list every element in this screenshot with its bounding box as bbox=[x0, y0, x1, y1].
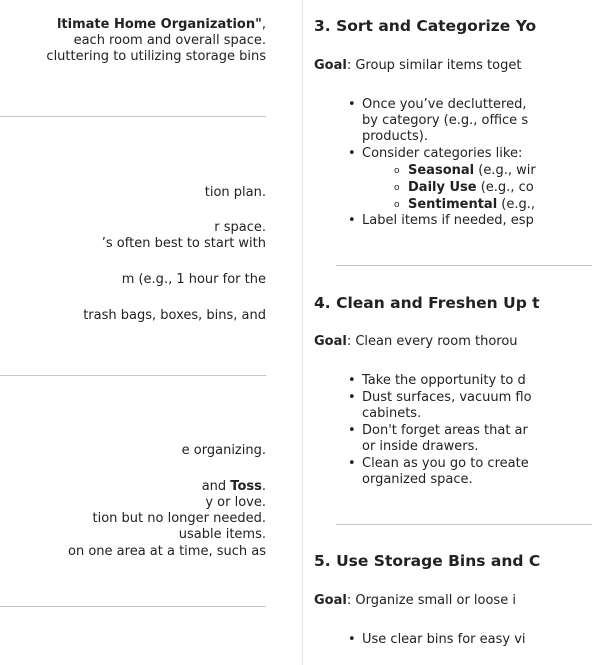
plan-line-4: m (e.g., 1 hour for the bbox=[121, 272, 266, 287]
declutter-line-6: on one area at a time, such as bbox=[68, 544, 266, 559]
section-divider bbox=[336, 524, 592, 525]
list-item: • Dust surfaces, vacuum flo bbox=[348, 390, 532, 405]
plan-line-2: r space. bbox=[214, 220, 266, 235]
right-column bbox=[292, 0, 592, 665]
declutter-line-5: usable items. bbox=[178, 527, 266, 542]
sub-list-item: o Daily Use (e.g., co bbox=[394, 180, 534, 195]
section-divider bbox=[336, 265, 592, 266]
list-item: • Clean as you go to create bbox=[348, 456, 529, 471]
list-item-cont: cabinets. bbox=[362, 406, 422, 421]
section-divider bbox=[0, 375, 266, 376]
section-3-goal: Goal: Group similar items toget bbox=[314, 58, 522, 73]
section-4-heading: 4. Clean and Freshen Up t bbox=[314, 294, 540, 312]
list-item-cont: organized space. bbox=[362, 472, 473, 487]
list-item: • Take the opportunity to d bbox=[348, 373, 526, 388]
section-4-goal: Goal: Clean every room thorou bbox=[314, 334, 518, 349]
list-item: • Don't forget areas that ar bbox=[348, 423, 528, 438]
intro-line-3: cluttering to utilizing storage bins bbox=[46, 49, 266, 64]
left-column bbox=[0, 0, 282, 665]
sub-list-item: o Sentimental (e.g., bbox=[394, 197, 536, 212]
list-item-cont: products). bbox=[362, 129, 428, 144]
intro-line-2: each room and overall space. bbox=[73, 33, 266, 48]
declutter-line-4: tion but no longer needed. bbox=[92, 511, 266, 526]
section-divider bbox=[0, 116, 266, 117]
plan-line-1: tion plan. bbox=[204, 185, 266, 200]
intro-line-1: ltimate Home Organization", bbox=[56, 17, 266, 32]
section-divider bbox=[0, 606, 266, 607]
list-item: • Label items if needed, esp bbox=[348, 213, 534, 228]
declutter-line-2: and Toss. bbox=[201, 479, 266, 494]
list-item-cont: by category (e.g., office s bbox=[362, 113, 529, 128]
plan-line-3: ’s often best to start with bbox=[101, 236, 266, 251]
list-item: • Once you’ve decluttered, bbox=[348, 97, 527, 112]
list-item-cont: or inside drawers. bbox=[362, 439, 479, 454]
section-5-heading: 5. Use Storage Bins and C bbox=[314, 552, 541, 570]
list-item: • Consider categories like: bbox=[348, 146, 523, 161]
sub-list-item: o Seasonal (e.g., wir bbox=[394, 163, 536, 178]
section-5-goal: Goal: Organize small or loose i bbox=[314, 593, 516, 608]
list-item: • Use clear bins for easy vi bbox=[348, 632, 526, 647]
declutter-line-1: e organizing. bbox=[181, 443, 266, 458]
declutter-line-3: y or love. bbox=[205, 495, 266, 510]
section-3-heading: 3. Sort and Categorize Yo bbox=[314, 17, 537, 35]
plan-line-5: trash bags, boxes, bins, and bbox=[83, 308, 266, 323]
